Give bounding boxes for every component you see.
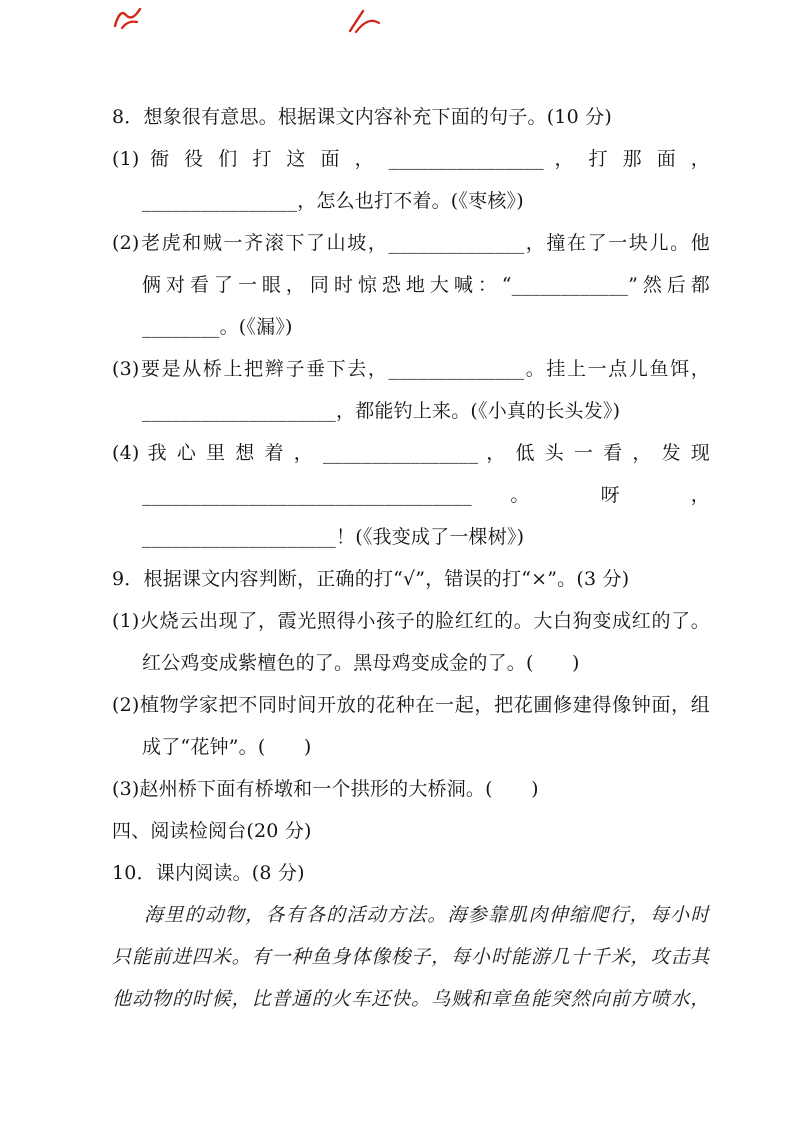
q8-item-4-line-3: ____________________！(《我变成了一棵树》) [142,526,525,548]
section-4-heading: 四、阅读检阅台(20 分) [112,820,312,842]
q9-item-3-line-1: (3)赵州桥下面有桥墩和一个拱形的大桥洞。( ) [112,778,539,800]
q9-item-1-line-2: 红公鸡变成紫檀色的了。黑母鸡变成金的了。( ) [142,652,580,674]
question-8-heading: 8．想象很有意思。根据课文内容补充下面的句子。(10 分) [112,106,612,128]
q8-item-2-line-3: ________。(《漏》) [142,316,293,338]
passage-line-2: 只能前进四米。有一种鱼身体像梭子，每小时能游几十千米，攻击其 [112,946,710,968]
q8-item-1-line-1: (1) 衙 役 们 打 这 面 ， ________________ ， 打 那 面 ， [112,148,710,170]
passage-line-1: 海里的动物，各有各的活动方法。海参靠肌肉伸缩爬行，每小时 [144,904,710,926]
q8-item-1-line-2: ________________，怎么也打不着。(《枣核》) [142,190,524,212]
red-pen-mark-2 [346,6,382,36]
q9-item-2-line-2: 成了“花钟”。( ) [142,736,312,758]
passage-line-3: 他动物的时候，比普通的火车还快。乌贼和章鱼能突然向前方喷水， [112,988,710,1010]
q8-item-2-line-2: 俩对看了一眼，同时惊恐地大喊：“____________”然后都 [142,274,710,296]
q8-item-3-line-1: (3)要是从桥上把辫子垂下去，______________。挂上一点儿鱼饵， [112,358,710,380]
q9-item-2-line-1: (2)植物学家把不同时间开放的花种在一起，把花圃修建得像钟面，组 [112,694,710,716]
question-10-heading: 10．课内阅读。(8 分) [112,862,305,884]
q9-item-1-line-1: (1)火烧云出现了，霞光照得小孩子的脸红红的。大白狗变成红的了。 [112,610,710,632]
q8-item-2-line-1: (2)老虎和贼一齐滚下了山坡，______________，撞在了一块儿。他 [112,232,710,254]
q8-item-3-line-2: ____________________，都能钓上来。(《小真的长头发》) [142,400,621,422]
red-pen-mark-1 [110,2,144,32]
q8-item-4-line-1: (4) 我 心 里 想 着 ， ________________ ， 低 头 一 看 ， 发 现 [112,442,710,464]
question-9-heading: 9．根据课文内容判断，正确的打“√”，错误的打“×”。(3 分) [112,568,630,590]
q8-item-4-line-2: __________________________________ 。 呀 ， [142,484,710,506]
worksheet-body [112,96,710,1020]
